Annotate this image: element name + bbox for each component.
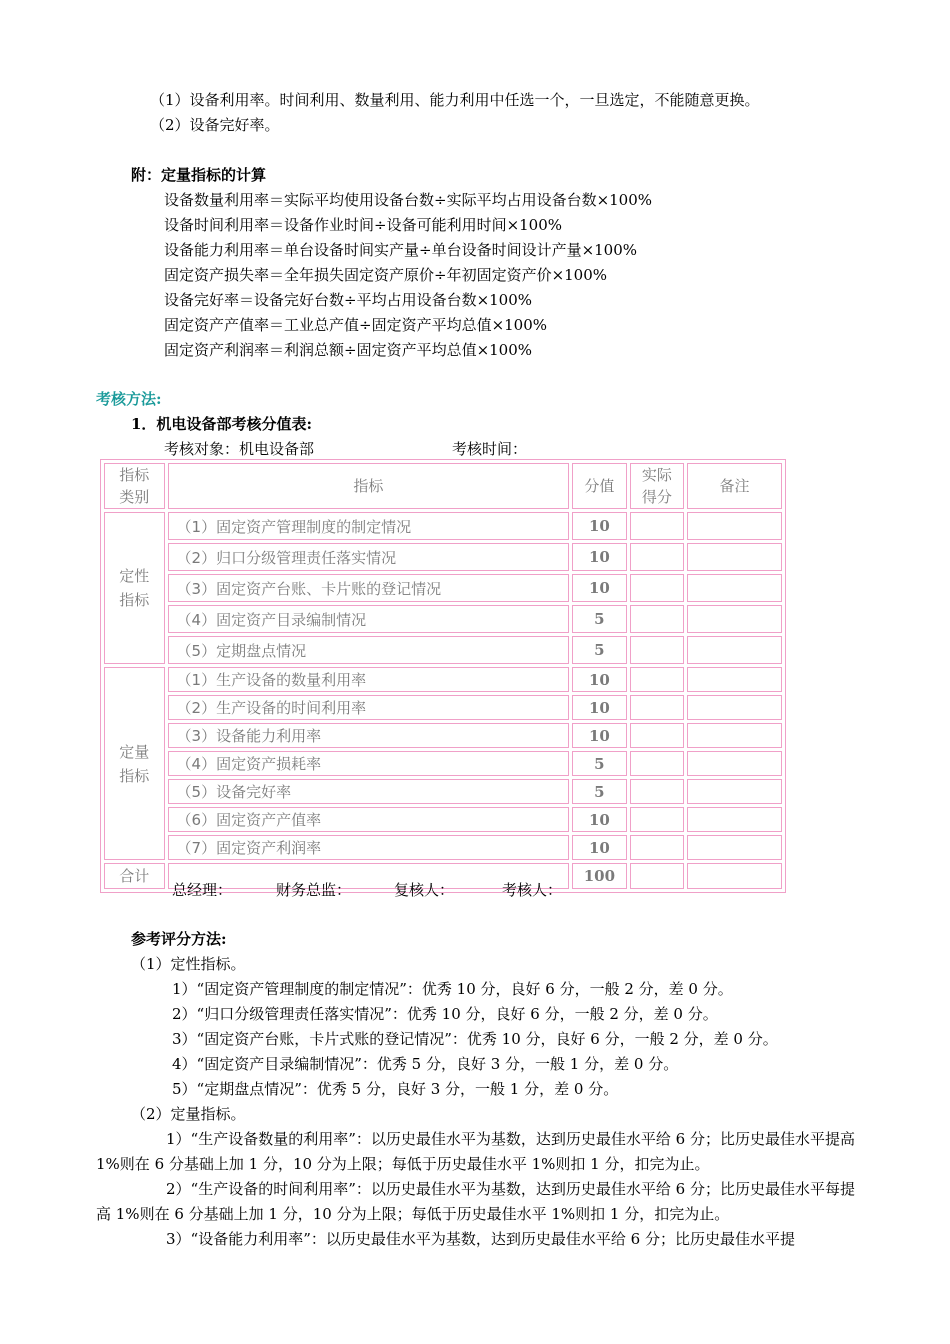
qualitative-rule: 3）“固定资产台账，卡片式账的登记情况”：优秀 10 分，良好 6 分，一般 2 分，差 0 分。 <box>172 1030 778 1048</box>
method-heading: 考核方法: <box>96 390 162 408</box>
header-indicator: 指标 <box>168 463 570 509</box>
actual-score-cell[interactable] <box>630 807 684 832</box>
indicator-score: 5 <box>572 605 626 633</box>
note-cell[interactable] <box>687 605 782 633</box>
actual-score-cell[interactable] <box>630 574 684 602</box>
note-cell[interactable] <box>687 695 782 720</box>
note-cell[interactable] <box>687 723 782 748</box>
note-cell[interactable] <box>687 751 782 776</box>
signature-reviewer: 复核人： <box>394 881 455 899</box>
indicator-score: 10 <box>572 723 626 748</box>
table-row <box>104 723 782 748</box>
qualitative-title: （1）定性指标。 <box>131 955 246 973</box>
qualitative-rule: 2）“归口分级管理责任落实情况”：优秀 10 分，良好 6 分，一般 2 分，差 0 分。 <box>172 1005 718 1023</box>
actual-score-cell[interactable] <box>630 512 684 540</box>
quantitative-rule: 3）“设备能力利用率”：以历史最佳水平为基数，达到历史最佳水平给 6 分；比历史最佳水平提 <box>166 1230 795 1248</box>
formula-line: 设备数量利用率＝实际平均使用设备台数÷实际平均占用设备台数×100% <box>164 191 653 209</box>
formula-line: 固定资产产值率＝工业总产值÷固定资产平均总值×100% <box>164 316 548 334</box>
category-qualitative: 定性 指标 <box>104 512 165 664</box>
note-cell[interactable] <box>687 667 782 692</box>
table-row <box>104 605 782 633</box>
total-actual-cell[interactable] <box>630 863 684 889</box>
note-cell[interactable] <box>687 835 782 860</box>
actual-score-cell[interactable] <box>630 667 684 692</box>
indicator-name: （1）固定资产管理制度的制定情况 <box>168 512 570 540</box>
actual-score-cell[interactable] <box>630 751 684 776</box>
total-score: 100 <box>572 863 626 889</box>
signature-cfo: 财务总监： <box>276 881 352 899</box>
indicator-score: 5 <box>572 636 626 664</box>
total-note-cell[interactable] <box>687 863 782 889</box>
actual-score-cell[interactable] <box>630 695 684 720</box>
note-cell[interactable] <box>687 574 782 602</box>
table-row <box>104 636 782 664</box>
header-category: 指标 类别 <box>104 463 165 509</box>
quantitative-title: （2）定量指标。 <box>131 1105 246 1123</box>
indicator-name: （3）设备能力利用率 <box>168 723 570 748</box>
table-row <box>104 574 782 602</box>
score-table <box>100 459 786 893</box>
indicator-name: （4）固定资产损耗率 <box>168 751 570 776</box>
indicator-score: 10 <box>572 835 626 860</box>
indicator-name: （2）归口分级管理责任落实情况 <box>168 543 570 571</box>
note-cell[interactable] <box>687 543 782 571</box>
category-quantitative: 定量 指标 <box>104 667 165 860</box>
indicator-name: （2）生产设备的时间利用率 <box>168 695 570 720</box>
note-cell[interactable] <box>687 779 782 804</box>
actual-score-cell[interactable] <box>630 605 684 633</box>
indicator-score: 10 <box>572 543 626 571</box>
formulas-title: 附：定量指标的计算 <box>131 166 267 184</box>
signature-gm: 总经理： <box>172 881 233 899</box>
indicator-name: （1）生产设备的数量利用率 <box>168 667 570 692</box>
indicator-name: （4）固定资产目录编制情况 <box>168 605 570 633</box>
actual-score-cell[interactable] <box>630 779 684 804</box>
formula-line: 设备完好率＝设备完好台数÷平均占用设备台数×100% <box>164 291 533 309</box>
quantitative-rule: 1）“生产设备数量的利用率”：以历史最佳水平为基数，达到历史最佳水平给 6 分；比历史最佳水平提高 1%则在 6 分基础上加 1 分，10 分为上限；每低于历史最佳水平 1%则扣 1 分，扣完为止。 <box>96 1130 855 1173</box>
indicator-score: 10 <box>572 807 626 832</box>
signature-assessor: 考核人： <box>502 881 563 899</box>
note-cell[interactable] <box>687 636 782 664</box>
assessment-target: 考核对象：机电设备部 <box>164 440 315 458</box>
actual-score-cell[interactable] <box>630 723 684 748</box>
table-row <box>104 667 782 692</box>
indicator-score: 10 <box>572 695 626 720</box>
table-row <box>104 835 782 860</box>
header-actual: 实际 得分 <box>630 463 684 509</box>
table-row <box>104 807 782 832</box>
formula-line: 设备能力利用率＝单台设备时间实产量÷单台设备时间设计产量×100% <box>164 241 638 259</box>
table-row <box>104 543 782 571</box>
note-cell[interactable] <box>687 512 782 540</box>
indicator-name: （6）固定资产产值率 <box>168 807 570 832</box>
formula-line: 固定资产损失率＝全年损失固定资产原价÷年初固定资产价×100% <box>164 266 608 284</box>
indicator-score: 5 <box>572 751 626 776</box>
note-cell[interactable] <box>687 807 782 832</box>
indicator-name: （3）固定资产台账、卡片账的登记情况 <box>168 574 570 602</box>
quantitative-rule: 2）“生产设备的时间利用率”：以历史最佳水平为基数，达到历史最佳水平给 6 分；比历史最佳水平每提高 1%则在 6 分基础上加 1 分，10 分为上限；每低于历史最佳水平 1%则扣 1 分，扣完为止。 <box>96 1180 855 1223</box>
indicator-name: （7）固定资产利润率 <box>168 835 570 860</box>
table-row <box>104 695 782 720</box>
table-row <box>104 751 782 776</box>
indicator-score: 10 <box>572 512 626 540</box>
indicator-score: 5 <box>572 779 626 804</box>
actual-score-cell[interactable] <box>630 835 684 860</box>
qualitative-rule: 4）“固定资产目录编制情况”：优秀 5 分，良好 3 分，一般 1 分，差 0 分。 <box>172 1055 679 1073</box>
indicator-name: （5）定期盘点情况 <box>168 636 570 664</box>
indicator-name: （5）设备完好率 <box>168 779 570 804</box>
formula-line: 设备时间利用率＝设备作业时间÷设备可能利用时间×100% <box>164 216 563 234</box>
indicator-score: 10 <box>572 574 626 602</box>
table-title: 1．机电设备部考核分值表: <box>131 415 312 433</box>
formula-line: 固定资产利润率＝利润总额÷固定资产平均总值×100% <box>164 341 533 359</box>
header-score: 分值 <box>572 463 626 509</box>
actual-score-cell[interactable] <box>630 543 684 571</box>
table-row <box>104 779 782 804</box>
qualitative-rule: 1）“固定资产管理制度的制定情况”：优秀 10 分，良好 6 分，一般 2 分，差 0 分。 <box>172 980 733 998</box>
reference-title: 参考评分方法: <box>131 930 227 948</box>
qualitative-rule: 5）“定期盘点情况”：优秀 5 分，良好 3 分，一般 1 分，差 0 分。 <box>172 1080 619 1098</box>
assessment-time: 考核时间： <box>452 440 528 458</box>
actual-score-cell[interactable] <box>630 636 684 664</box>
total-label: 合计 <box>104 863 165 889</box>
table-header-row <box>104 463 782 509</box>
intro-item-2: （2）设备完好率。 <box>150 116 280 134</box>
intro-item-1: （1）设备利用率。时间利用、数量利用、能力利用中任选一个，一旦选定，不能随意更换。 <box>150 91 760 109</box>
indicator-score: 10 <box>572 667 626 692</box>
header-note: 备注 <box>687 463 782 509</box>
table-row <box>104 512 782 540</box>
